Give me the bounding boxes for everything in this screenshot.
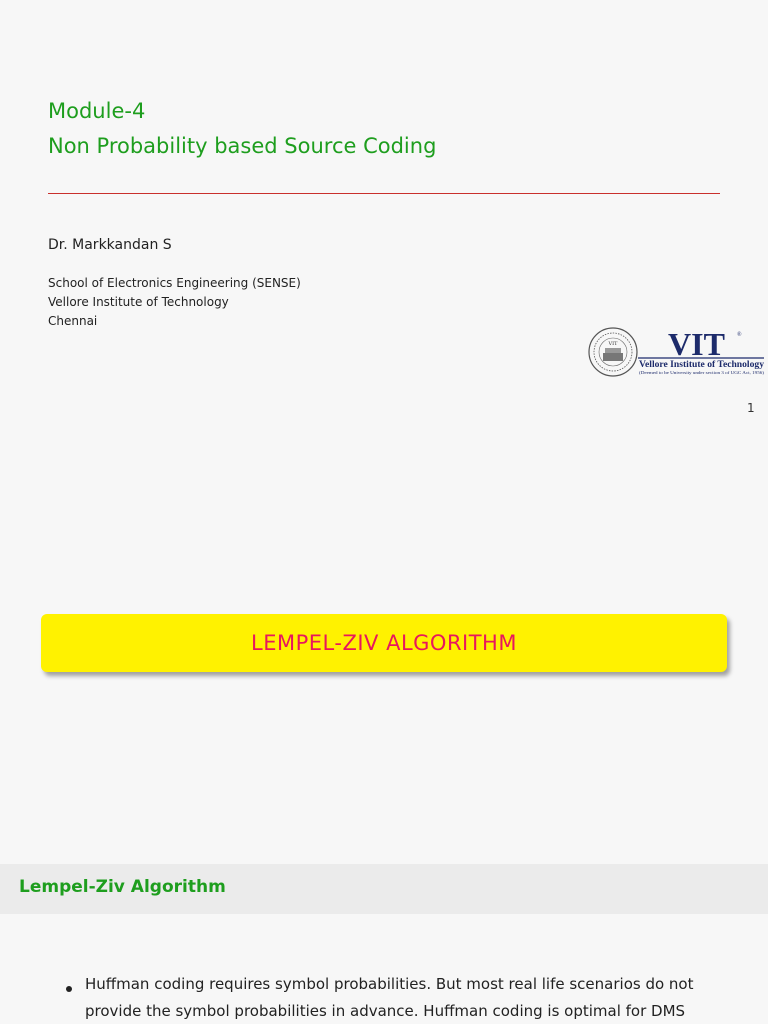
title-divider bbox=[48, 193, 720, 194]
module-title: Module-4 bbox=[48, 99, 146, 123]
bullet-icon bbox=[66, 986, 72, 992]
vit-seal-icon bbox=[589, 328, 637, 376]
institute-line: Chennai bbox=[48, 314, 98, 328]
institute-line: Vellore Institute of Technology bbox=[48, 295, 229, 309]
page-number: 1 bbox=[747, 401, 755, 415]
bullet-text-line: provide the symbol probabilities in advance. Huffman coding is optimal for DMS bbox=[85, 1002, 686, 1020]
bullet-text-line: Huffman coding requires symbol probabilities. But most real life scenarios do not bbox=[85, 975, 694, 993]
title-slide bbox=[0, 0, 768, 430]
institute-line: School of Electronics Engineering (SENSE) bbox=[48, 276, 301, 290]
section-title: LEMPEL-ZIV ALGORITHM bbox=[251, 631, 517, 655]
logo-tagline: (Deemed to be University under section 3 of UGC Act, 1956) bbox=[639, 370, 738, 375]
logo-wordmark: VIT bbox=[668, 326, 725, 362]
frame-title: Lempel-Ziv Algorithm bbox=[19, 877, 226, 897]
vit-logo bbox=[588, 324, 766, 380]
section-title-box bbox=[41, 614, 727, 672]
logo-institute-name: Vellore Institute of Technology bbox=[639, 359, 765, 369]
author-name: Dr. Markkandan S bbox=[48, 237, 172, 253]
seal-text: VIT bbox=[608, 341, 618, 347]
slide-title: Non Probability based Source Coding bbox=[48, 134, 437, 158]
registered-mark: ® bbox=[737, 332, 742, 338]
